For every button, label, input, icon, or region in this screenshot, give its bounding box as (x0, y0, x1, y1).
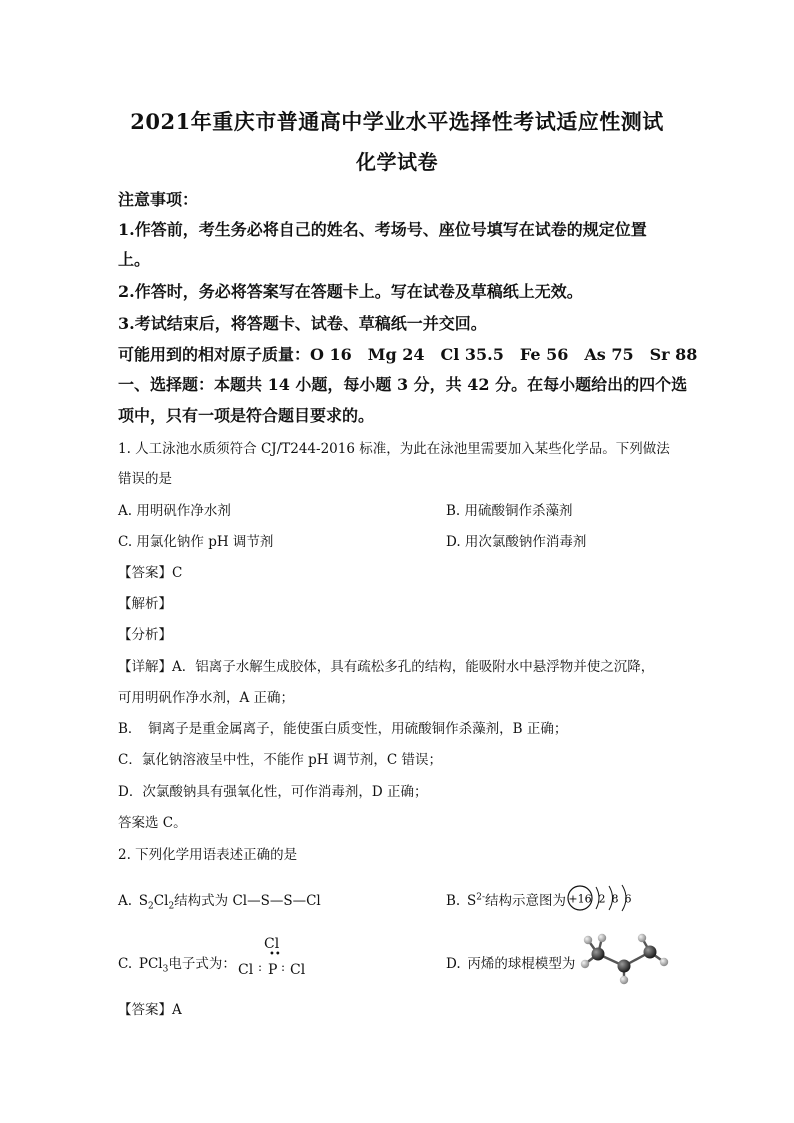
lewis-cl-left: Cl (238, 962, 254, 978)
q1-stem: 1. 人工泳池水质须符合 CJ/T244-2016 标准，为此在泳池里需要加入某些化学品。下列做法 (118, 441, 670, 457)
q2-answer: 【答案】A (118, 1002, 182, 1018)
q1-detail-b: B． 铜离子是重金属离子，能使蛋白质变性，用硫酸铜作杀藻剂，B 正确； (118, 721, 568, 737)
q2-option-c-label: C. (118, 956, 133, 972)
q2-option-a-formula: S (138, 893, 149, 909)
atomic-masses: 可能用到的相对原子质量：O 16 Mg 24 Cl 35.5 Fe 56 As 75 Sr 88 (118, 345, 698, 364)
lewis-dots-top: •• (269, 949, 281, 960)
q1-option-b: B. 用硫酸铜作杀藻剂 (446, 503, 573, 519)
section-heading-cont: 项中，只有一项是符合题目要求的。 (118, 406, 375, 425)
q1-conclusion: 答案选 C。 (118, 815, 187, 831)
pcl3-electron-dot-formula (238, 936, 318, 982)
shell-3-electrons: 6 (624, 892, 632, 906)
exam-subtitle: 化学试卷 (356, 150, 438, 174)
sulfide-ion-structure-diagram (566, 883, 636, 913)
q2-option-c-formula: PCl (138, 956, 163, 972)
note-item-2: 2.作答时，务必将答案写在答题卡上。写在试卷及草稿纸上无效。 (118, 282, 583, 301)
q2-option-a (118, 889, 321, 912)
q1-option-c: C. 用氯化钠作 pH 调节剂 (118, 534, 274, 550)
q2-option-a-sub1: 2 (148, 901, 154, 912)
q2-option-d-label: D. (446, 956, 461, 972)
note-item-1-cont: 上。 (118, 250, 151, 269)
q2-stem: 2. 下列化学用语表述正确的是 (118, 847, 298, 863)
q1-stem-cont: 错误的是 (118, 471, 172, 487)
q1-fenxi: 【分析】 (118, 627, 172, 643)
q2-option-b (446, 889, 566, 909)
lewis-p: P (268, 962, 278, 978)
q2-option-c-text: 电子式为： (168, 956, 236, 972)
q1-detail-c: C．氯化钠溶液呈中性，不能作 pH 调节剂，C 错误； (118, 752, 442, 768)
shell-2-electrons: 8 (611, 892, 619, 906)
notes-heading: 注意事项： (118, 190, 199, 209)
q1-detail-a: 【详解】A．铝离子水解生成胶体，具有疏松多孔的结构，能吸附水中悬浮物并使之沉降， (118, 659, 655, 675)
q2-option-b-text: 结构示意图为 (485, 893, 566, 909)
q2-option-a-cl: Cl (153, 893, 169, 909)
q2-option-c-sub: 3 (162, 964, 169, 975)
q2-option-a-sub2: 2 (168, 901, 175, 912)
q1-jiexi: 【解析】 (118, 596, 172, 612)
q1-detail-d: D．次氯酸钠具有强氧化性，可作消毒剂，D 正确； (118, 784, 428, 800)
q2-option-d (446, 952, 575, 972)
q2-option-d-text: 丙烯的球棍模型为 (467, 956, 576, 972)
q1-detail-a-cont: 可用明矾作净水剂，A 正确； (118, 690, 295, 706)
q1-option-a: A. 用明矾作净水剂 (118, 503, 231, 519)
q2-option-c (118, 952, 236, 975)
section-heading: 一、选择题：本题共 14 小题，每小题 3 分，共 42 分。在每小题给出的四个选 (118, 375, 688, 394)
carbon-atoms (592, 946, 657, 973)
shell-1-electrons: 2 (598, 892, 606, 906)
q1-answer: 【答案】C (118, 565, 183, 581)
q2-option-a-text: 结构式为 Cl—S—S—Cl (174, 893, 321, 909)
lewis-cl-right: Cl (290, 962, 306, 978)
note-item-3: 3.考试结束后，将答题卡、试卷、草稿纸一并交回。 (118, 314, 487, 333)
q2-option-b-label: B. (446, 893, 461, 909)
propene-ball-and-stick-model (580, 932, 670, 986)
q2-option-b-ion: S (466, 893, 477, 909)
note-item-1: 1.作答前，考生务必将自己的姓名、考场号、座位号填写在试卷的规定位置 (118, 220, 647, 239)
exam-title: 2021年重庆市普通高中学业水平选择性考试适应性测试 (130, 109, 664, 134)
q2-option-a-label: A. (118, 893, 133, 909)
lewis-cl-top: Cl (264, 936, 280, 952)
q2-option-b-charge: 2- (476, 892, 485, 903)
lewis-dots-right: : (281, 960, 286, 974)
nucleus-charge: +16 (568, 892, 592, 906)
q1-option-d: D. 用次氯酸钠作消毒剂 (446, 534, 587, 550)
lewis-dots-left: : (258, 960, 263, 974)
